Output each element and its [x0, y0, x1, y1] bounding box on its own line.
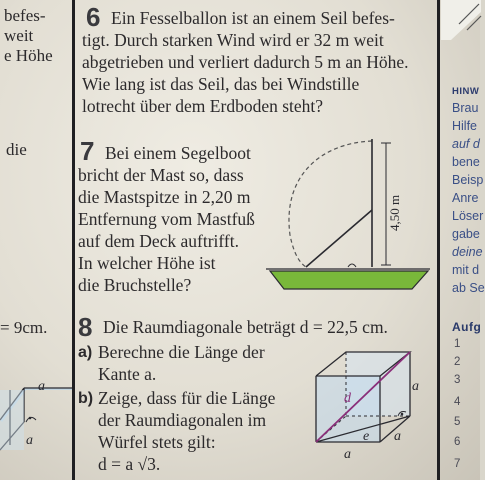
sailboat-figure [262, 135, 432, 300]
sidebar-number: 5 [454, 416, 461, 428]
sidebar-line-4: bene [452, 155, 480, 169]
sidebar-line-5: Beisp [452, 173, 484, 187]
sidebar-line-7: Löser [452, 209, 484, 223]
task-8-number: 8 [78, 312, 93, 342]
sidebar-line-1: Brau [452, 101, 479, 115]
task-8-part-b-label: b) [78, 390, 94, 407]
corner-graphic [441, 0, 481, 40]
task-6-line-3: abgetrieben und verliert dadurch 5 m an Höhe. [82, 52, 409, 72]
sidebar-number: 4 [454, 396, 461, 408]
left-cube-label-a2: a [26, 433, 33, 448]
task-8-part-a-line-1: Berechne die Länge der [98, 342, 265, 362]
left-cube-fragment [0, 350, 72, 480]
task-8-part-a-label: a) [78, 344, 93, 361]
sidebar-number: 3 [454, 374, 461, 386]
cube-label-e: e [363, 429, 370, 444]
task-8-part-b-line-1: Zeige, dass für die Länge [98, 388, 276, 408]
task-6-line-2: tigt. Durch starken Wind wird er 32 m weit [82, 30, 384, 50]
left-cm-value: = 9cm. [0, 318, 48, 337]
left-line-2: weit [4, 26, 34, 45]
left-line-3: e Höhe [4, 46, 53, 65]
task-7-line-6: In welcher Höhe ist [78, 253, 216, 273]
task-6-line-5: lotrecht über dem Erdboden steht? [82, 96, 324, 116]
task-6-line-1: Ein Fesselballon ist an einem Seil befes- [111, 8, 395, 28]
task-8-part-b-line-3: Würfel stets gilt: [98, 432, 216, 452]
task-7-line-1: Bei einem Segelboot [105, 143, 251, 163]
task-8-part-b-line-2: der Raumdiagonalen im [98, 410, 267, 430]
task-7-number: 7 [80, 136, 95, 166]
left-cube-label-a1: a [38, 379, 45, 394]
task-7-line-5: auf dem Deck auftrifft. [78, 231, 239, 251]
column-divider-right [437, 0, 440, 480]
cube-label-d: d [344, 391, 351, 406]
sidebar-line-2: Hilfe [452, 119, 478, 133]
task-6-number: 6 [86, 2, 101, 32]
sidebar-number: 2 [454, 356, 461, 368]
sidebar-number: 7 [454, 458, 461, 470]
task-7-line-7: die Bruchstelle? [78, 275, 192, 295]
cube-label-a-right: a [412, 379, 419, 394]
sidebar-number: 1 [454, 338, 461, 350]
task-8-intro: Die Raumdiagonale beträgt d = 22,5 cm. [103, 317, 388, 337]
broken-mast [306, 210, 372, 267]
sidebar-line-9: deine [452, 245, 483, 259]
task-7-line-3: die Mastspitze in 2,20 m [78, 187, 251, 207]
task-7-line-2: bricht der Mast so, dass [78, 165, 244, 185]
boat-hull [270, 271, 428, 289]
task-8-part-a-line-2: Kante a. [98, 364, 157, 384]
sidebar-number: 6 [454, 436, 461, 448]
cube-figure [308, 348, 428, 478]
cube-label-a-bottom-right: a [394, 429, 401, 444]
sidebar-line-11: ab Se [452, 281, 485, 295]
sidebar-heading: HINW [452, 86, 480, 97]
sidebar-line-3: auf d [452, 137, 480, 151]
task-8-part-b-line-4: d = a √3. [98, 454, 161, 474]
mast-height-label: 4,50 m [387, 194, 402, 231]
left-word-die: die [6, 140, 27, 159]
sidebar-heading-2: Aufg [452, 320, 482, 334]
sidebar-line-8: gabe [452, 227, 480, 241]
sidebar-line-10: mit d [452, 263, 480, 277]
cube-label-a-bottom: a [344, 447, 351, 462]
sidebar-line-6: Anre [452, 191, 479, 205]
task-6-line-4: Wie lang ist das Seil, das bei Windstille [82, 74, 360, 94]
left-line-1: befes- [4, 6, 46, 25]
task-7-line-4: Entfernung vom Mastfuß [78, 209, 255, 229]
column-divider-left [72, 0, 75, 480]
